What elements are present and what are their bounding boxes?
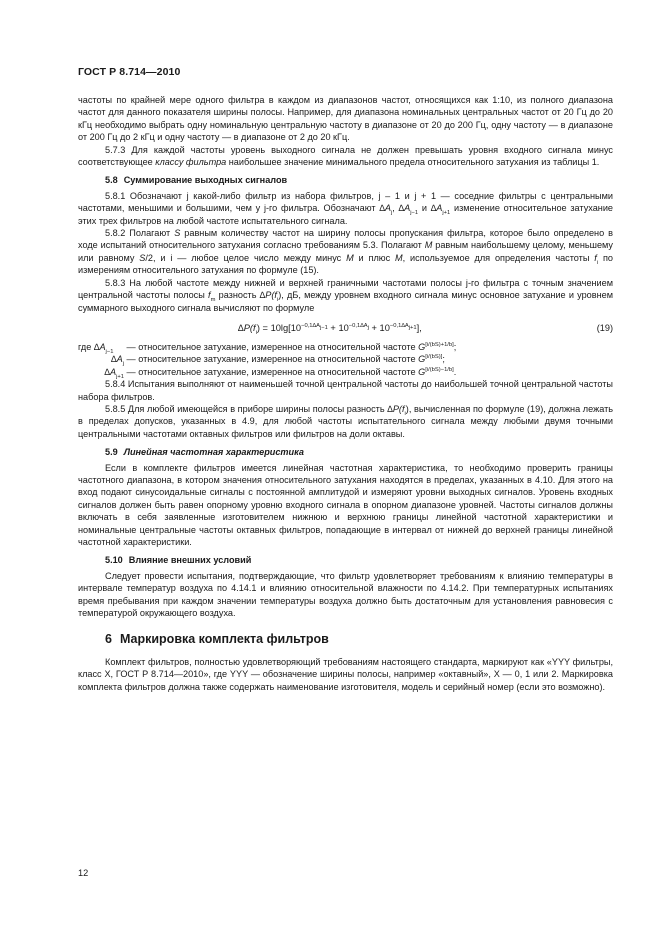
subscript: j−1 xyxy=(319,324,328,331)
subscript: j+1 xyxy=(442,210,451,217)
subscript: j+1 xyxy=(116,373,124,380)
legend-row xyxy=(78,341,613,353)
text-run: , используемое для определения частоты xyxy=(402,252,595,263)
subscript: j xyxy=(122,361,124,368)
text-run: равным количеству частот на ширину полосы пропускания фильтра, которое было определено в ходе испытаний относительного затухания согласно требованиям 5.3. Полагают xyxy=(78,228,614,251)
section-heading-5-10 xyxy=(105,554,613,566)
subscript: i xyxy=(404,410,406,417)
legend-where-label xyxy=(78,341,124,353)
legend-row xyxy=(78,366,613,378)
symbol: ∆A xyxy=(430,203,443,214)
legend-row xyxy=(78,353,613,368)
symbol: f xyxy=(594,252,597,263)
text-run: , xyxy=(392,203,399,214)
formula-19 xyxy=(78,319,613,337)
exponent-part: −0,1∆A xyxy=(301,322,320,329)
exponent-part: −0,1∆A xyxy=(348,322,368,329)
page-header-title: ГОСТ Р 8.714—2010 xyxy=(78,66,181,78)
section-title: Влияние внешних условий xyxy=(128,555,252,566)
exponent: [i/(bS)] xyxy=(425,354,443,361)
paragraph-5-8-4: 5.8.4 Испытания выполняют от наименьшей точной центральной частоты до наибольшей точной центральной частоты набора фильтров. xyxy=(78,379,613,402)
symbol: ∆A xyxy=(398,203,411,214)
punct: ; xyxy=(442,354,445,365)
formula-legend xyxy=(78,341,613,378)
subscript: j−1 xyxy=(410,210,419,217)
formula-part: ], xyxy=(416,322,422,333)
subscript: m xyxy=(210,296,216,303)
legend-text: — относительное затухание, измеренное на относительной частоте xyxy=(124,366,419,377)
section-heading-5-8 xyxy=(105,174,613,186)
section-title: Маркировка комплекта фильтров xyxy=(119,632,329,647)
symbol: ∆P(f xyxy=(259,290,277,301)
section-number: 5.8 xyxy=(105,175,118,186)
section-number: 5.10 xyxy=(105,555,123,566)
subscript: j xyxy=(367,324,369,331)
formula-lhs: ∆P(f xyxy=(238,322,256,333)
symbol: f xyxy=(208,290,211,301)
section-title: Линейная частотная характеристика xyxy=(123,447,304,458)
text-run: ), вычисленная по формуле (19), должна лежать в пределах допусков, указанных в 4.9, для любой частоты испытательного сигнала между любыми двумя точными центральными частотами октавных фильтров или фильтров на доли октавы. xyxy=(78,403,613,439)
formula-expression xyxy=(238,322,422,334)
symbol: M xyxy=(424,240,433,251)
formula-number: (19) xyxy=(596,322,613,333)
symbol: ∆A xyxy=(111,354,123,365)
paragraph-5-9: Если в комплекте фильтров имеется линейная частотная характеристика, то необходимо проверить границы частотного диапазона, в котором значения относительного затухания находятся в пределах, указанных в 4.10. Для этого на вход подают синусоидальные сигналы с постоянной амплитудой и измеряют уровни выходных сигналов. Уровень входных сигналов должен быть равен опорному уровню входного сигнала в опорном диапазоне уровней. Частоты сигналов должны включать в себя заявленные изготовителем нижнюю и верхнюю границы линейной частотной характеристики и номинальные центральные частоты октавных фильтров, попадающие в интервал от нижней до верхней границы линейной частотной характеристики. xyxy=(78,462,613,547)
paragraph-5-8-5 xyxy=(78,403,613,440)
symbol: G xyxy=(418,341,426,352)
paragraph-6: Комплект фильтров, полностью удовлетворяющий требованиям настоящего стандарта, маркируют как «YYY фильтры, класс X, ГОСТ Р 8.714—2010», где YYY — обозначение ширины полосы, например «октавный», X — 0, 1 или 2. Маркировка комплекта фильтров должна также содержать наименование изготовителя, модель и серийный номер (если это возможно). xyxy=(78,656,613,692)
subscript: i xyxy=(276,296,279,303)
text-run: 5.8.2 Полагают xyxy=(105,228,175,239)
text-run: 5.7.3 Для каждой частоты уровень выходного сигнала не должен превышать уровня входного сигнала минус соответствующее xyxy=(78,144,613,168)
symbol: ∆P(f xyxy=(387,403,405,414)
text-run: /2, и i — любое целое число между минус xyxy=(145,252,347,263)
formula-part: ) = 10lg[10 xyxy=(256,322,302,333)
exponent-part: −0,1∆A xyxy=(389,322,409,329)
legend-text: — относительное затухание, измеренное на относительной частоте xyxy=(124,354,419,365)
punct: ; xyxy=(453,341,457,352)
symbol: M xyxy=(395,252,403,263)
text-run: 5.8.5 Для любой имеющейся в приборе ширины полосы разность xyxy=(105,403,388,414)
symbol: ∆A xyxy=(104,366,117,377)
paragraph-5-7-3 xyxy=(78,144,613,169)
punct: . xyxy=(453,366,457,377)
text-run: по измерениям относительного затухания по формуле (15). xyxy=(78,252,613,276)
paragraph-5-10: Следует провести испытания, подтверждающие, что фильтр удовлетворяет требованиям к влиянию температуры в интервале температур воздуха по 4.14.1 и влиянию относительной влажности по 4.14.2. При температурных испытаниях время пребывания при каждом значении температуры воздуха должно быть достаточным для установления равновесия с температурой окружающего воздуха. xyxy=(78,570,613,619)
legend-symbol xyxy=(78,353,124,368)
text-run: и плюс xyxy=(353,252,396,263)
section-heading-6 xyxy=(105,633,613,645)
text-run: равным наибольшему целому, меньшему или равному xyxy=(78,240,613,263)
where-word: где xyxy=(78,341,92,352)
legend-symbol xyxy=(78,366,124,378)
page-content xyxy=(78,94,613,693)
exponent xyxy=(301,323,328,329)
page-number: 12 xyxy=(78,868,89,878)
subscript: i xyxy=(255,329,257,336)
exponent: [i/(bS)−1/b] xyxy=(425,366,454,373)
symbol: G xyxy=(418,366,426,377)
subscript: i xyxy=(596,259,599,266)
section-number: 5.9 xyxy=(105,447,118,458)
legend-text: — относительное затухание, измеренное на относительной частоте xyxy=(124,341,419,352)
text-run: 5.8.1 Обозначают j какой-либо фильтр из набора фильтров, j – 1 и j + 1 — соседние фильтры с центральными частотами, меньшими и большими, чем у j-го фильтра. Обозначают xyxy=(78,190,613,214)
formula-part: + 10 xyxy=(327,322,349,333)
formula-part: + 10 xyxy=(368,322,390,333)
text-run: изменение относительное затухание этих трех фильтров на любой частоте испытательного сигнала. xyxy=(78,203,613,226)
paragraph-5-8-3 xyxy=(78,277,613,314)
exponent xyxy=(349,323,369,329)
symbol: ∆A xyxy=(379,203,391,214)
symbol: S xyxy=(139,252,146,263)
section-title: Суммирование выходных сигналов xyxy=(123,175,288,186)
exponent xyxy=(390,323,417,329)
text-run: и xyxy=(418,203,431,214)
text-run: наибольшее значение минимального предела относительного затухания из таблицы 1. xyxy=(226,157,600,168)
symbol: G xyxy=(418,354,426,365)
symbol: M xyxy=(346,252,354,263)
paragraph-continuation: частоты по крайней мере одного фильтра в каждом из диапазонов частот, относящихся как 1:10, из полного диапазона частот для данного показателя ширины полосы. Например, для диапазона номинальных центральных частот от 20 Гц до 20 кГц необходимо выбрать одну номинальную центральную частоту в диапазоне от 20 до 200 Гц, одну частоту — в диапазоне от 200 Гц до 2 кГц и одну частоту — в диапазоне от 2 до 20 кГц. xyxy=(78,95,613,143)
text-run: разность xyxy=(215,290,260,301)
symbol: ∆A xyxy=(93,341,106,352)
section-number: 6 xyxy=(105,632,112,647)
text-run: ), дБ, между уровнем входного сигнала минус основное затухание и уровнем суммарного выходного сигнала вычисляют по формуле xyxy=(78,290,613,313)
exponent: [i/(bS)+1/b] xyxy=(425,341,454,348)
section-heading-5-9 xyxy=(105,446,613,458)
paragraph-5-8-2 xyxy=(78,227,613,277)
subscript: j+1 xyxy=(408,324,417,331)
text-run: 5.8.3 На любой частоте между нижней и верхней граничными частотами полосы j-го фильтра с точным значением центральной частоты полосы xyxy=(78,277,613,301)
emphasis-text: классу фильтра xyxy=(155,157,227,168)
paragraph-5-8-1 xyxy=(78,190,613,227)
subscript: j xyxy=(390,210,393,217)
subscript: j−1 xyxy=(105,348,114,355)
symbol: S xyxy=(174,228,181,239)
